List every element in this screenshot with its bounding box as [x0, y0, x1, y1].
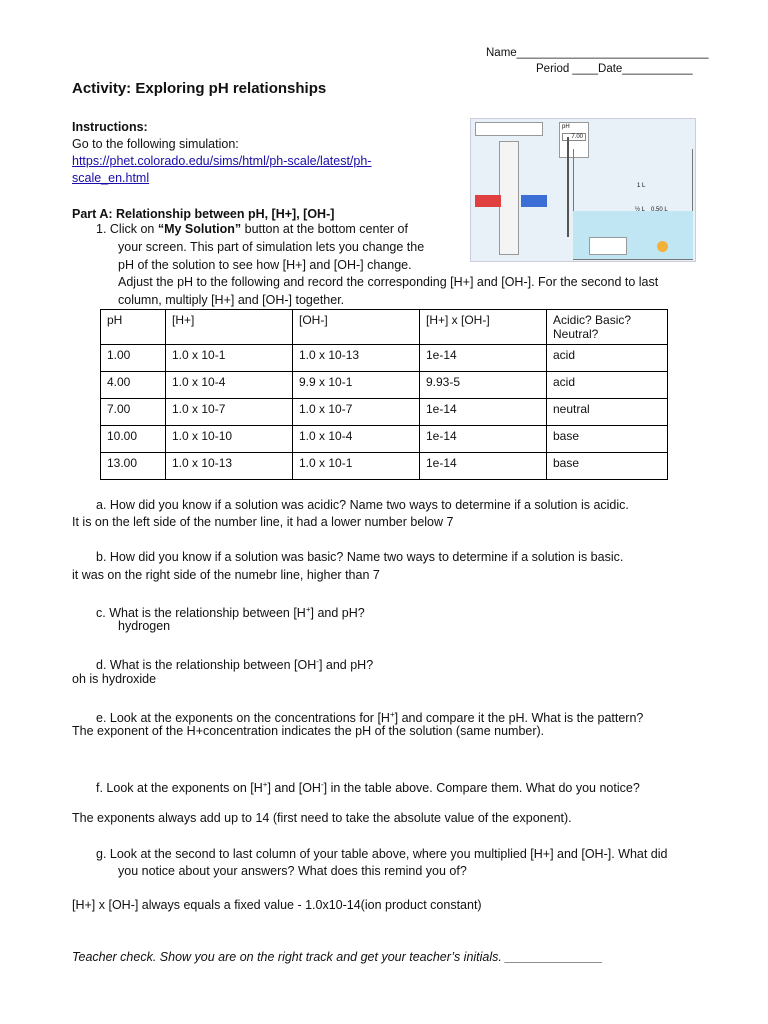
- cell: 1.0 x 10-7: [166, 399, 293, 426]
- question-g-line1: g. Look at the second to last column of your table above, where you multiplied [H+] and [OH-]. What did: [96, 847, 668, 861]
- instructions-heading: Instructions:: [72, 120, 148, 134]
- question-b: b. How did you know if a solution was basic? Name two ways to determine if a solution is basic.: [96, 550, 624, 564]
- ph-probe: [567, 137, 569, 237]
- cell: 13.00: [101, 453, 166, 480]
- period-date-label: Period ____Date___________: [536, 63, 693, 75]
- cell: 10.00: [101, 426, 166, 453]
- step1-line1: [96, 221, 408, 238]
- header-class-line2: Neutral?: [553, 327, 599, 341]
- simulation-link-cont[interactable]: [72, 170, 149, 187]
- concentration-scale: [499, 141, 519, 255]
- question-f-pre: f. Look at the exponents on [H: [96, 781, 263, 796]
- table-row: [101, 372, 668, 399]
- question-f-sup2: -: [320, 780, 324, 789]
- answer-b: it was on the right side of the numebr line, higher than 7: [72, 568, 380, 582]
- simulation-link-part2[interactable]: scale_en.html: [72, 171, 150, 185]
- header-classification: [547, 310, 668, 345]
- table-header-row: [101, 310, 668, 345]
- cell: 1.0 x 10-13: [166, 453, 293, 480]
- question-d-post: ] and pH?: [318, 658, 374, 673]
- table-row: [101, 453, 668, 480]
- header-h: [H+]: [166, 310, 293, 345]
- step1-line5: column, multiply [H+] and [OH-] together.: [118, 293, 345, 307]
- cell: 9.9 x 10-1: [293, 372, 420, 399]
- ph-meter-label: pH: [562, 124, 570, 130]
- answer-d: oh is hydroxide: [72, 672, 157, 686]
- question-c-pre: c. What is the relationship between [H: [96, 606, 306, 621]
- cell: 1.0 x 10-4: [166, 372, 293, 399]
- h-tag: [475, 195, 501, 207]
- cell: 1e-14: [420, 345, 547, 372]
- cell: 4.00: [101, 372, 166, 399]
- table-row: [101, 345, 668, 372]
- oh-tag: [521, 195, 547, 207]
- instructions-text: Go to the following simulation:: [72, 137, 239, 151]
- simulation-link-part1[interactable]: https://phet.colorado.edu/sims/html/ph-scale/latest/ph-: [72, 154, 372, 168]
- cell: acid: [547, 345, 668, 372]
- question-d-sup: -: [316, 657, 319, 666]
- cell: 1.0 x 10-4: [293, 426, 420, 453]
- table-row: [101, 426, 668, 453]
- page-title: Activity: Exploring pH relationships: [72, 80, 327, 97]
- step1-suffix: button at the bottom center of: [241, 222, 408, 236]
- ph-meter-value: 7.00: [562, 133, 586, 141]
- question-d-pre: d. What is the relationship between [OH: [96, 658, 317, 673]
- concentration-toggle: [475, 122, 543, 136]
- cell: 1.00: [101, 345, 166, 372]
- cell: 9.93-5: [420, 372, 547, 399]
- question-e-post: ] and compare it the pH. What is the pattern?: [394, 711, 644, 726]
- question-g-line2: you notice about your answers? What does this remind you of?: [118, 864, 467, 878]
- question-f-mid: ] and [OH: [267, 781, 321, 796]
- cell: 1.0 x 10-1: [166, 345, 293, 372]
- solution-options: [589, 237, 627, 255]
- cell: acid: [547, 372, 668, 399]
- cell: base: [547, 453, 668, 480]
- answer-a: It is on the left side of the number line, it had a lower number below 7: [72, 515, 454, 529]
- half-liter-mark: ½ L: [635, 207, 646, 213]
- header-ph: pH: [101, 310, 166, 345]
- one-liter-mark: 1 L: [637, 183, 646, 189]
- question-e-pre: e. Look at the exponents on the concentrations for [H: [96, 711, 390, 726]
- cell: 1e-14: [420, 426, 547, 453]
- cell: 1.0 x 10-1: [293, 453, 420, 480]
- question-c-sup: +: [305, 605, 311, 614]
- volume-readout: 0.50 L: [651, 207, 668, 213]
- header-class-line1: Acidic? Basic?: [553, 313, 632, 327]
- name-field-label: Name______________________________: [486, 47, 709, 59]
- cell: 1.0 x 10-7: [293, 399, 420, 426]
- cell: neutral: [547, 399, 668, 426]
- answer-e: The exponent of the H+concentration indicates the pH of the solution (same number).: [72, 724, 545, 738]
- question-f-post: ] in the table above. Compare them. What do you notice?: [323, 781, 640, 796]
- cell: base: [547, 426, 668, 453]
- step1-line3: pH of the solution to see how [H+] and [OH-] change.: [118, 258, 412, 272]
- header-product: [H+] x [OH-]: [420, 310, 547, 345]
- cell: 1.0 x 10-13: [293, 345, 420, 372]
- answer-f: The exponents always add up to 14 (first need to take the absolute value of the exponent).: [72, 811, 572, 825]
- part-a-heading: Part A: Relationship between pH, [H+], [OH-]: [72, 207, 335, 221]
- reset-icon: [657, 241, 668, 252]
- step1-bold: “My Solution”: [157, 222, 242, 236]
- header-oh: [OH-]: [293, 310, 420, 345]
- data-table: [100, 309, 668, 480]
- answer-c: hydrogen: [118, 619, 171, 633]
- step1-line2: your screen. This part of simulation lets you change the: [118, 240, 425, 254]
- question-a: a. How did you know if a solution was acidic? Name two ways to determine if a solution is acidic.: [96, 498, 629, 512]
- cell: 1e-14: [420, 399, 547, 426]
- simulation-link[interactable]: [72, 153, 371, 170]
- cell: 1e-14: [420, 453, 547, 480]
- simulation-screenshot: [470, 118, 696, 262]
- question-f-sup1: +: [262, 780, 268, 789]
- teacher-check: Teacher check. Show you are on the right track and get your teacher’s initials. ______________: [72, 950, 603, 964]
- step1-prefix: 1. Click on: [96, 222, 158, 236]
- question-f: [96, 776, 640, 797]
- step1-line4: Adjust the pH to the following and record the corresponding [H+] and [OH-]. For the second to last: [118, 275, 659, 289]
- question-e-sup: +: [389, 710, 395, 719]
- cell: 1.0 x 10-10: [166, 426, 293, 453]
- answer-g: [H+] x [OH-] always equals a fixed value - 1.0x10-14(ion product constant): [72, 898, 482, 912]
- table-row: [101, 399, 668, 426]
- question-c-post: ] and pH?: [310, 606, 365, 621]
- cell: 7.00: [101, 399, 166, 426]
